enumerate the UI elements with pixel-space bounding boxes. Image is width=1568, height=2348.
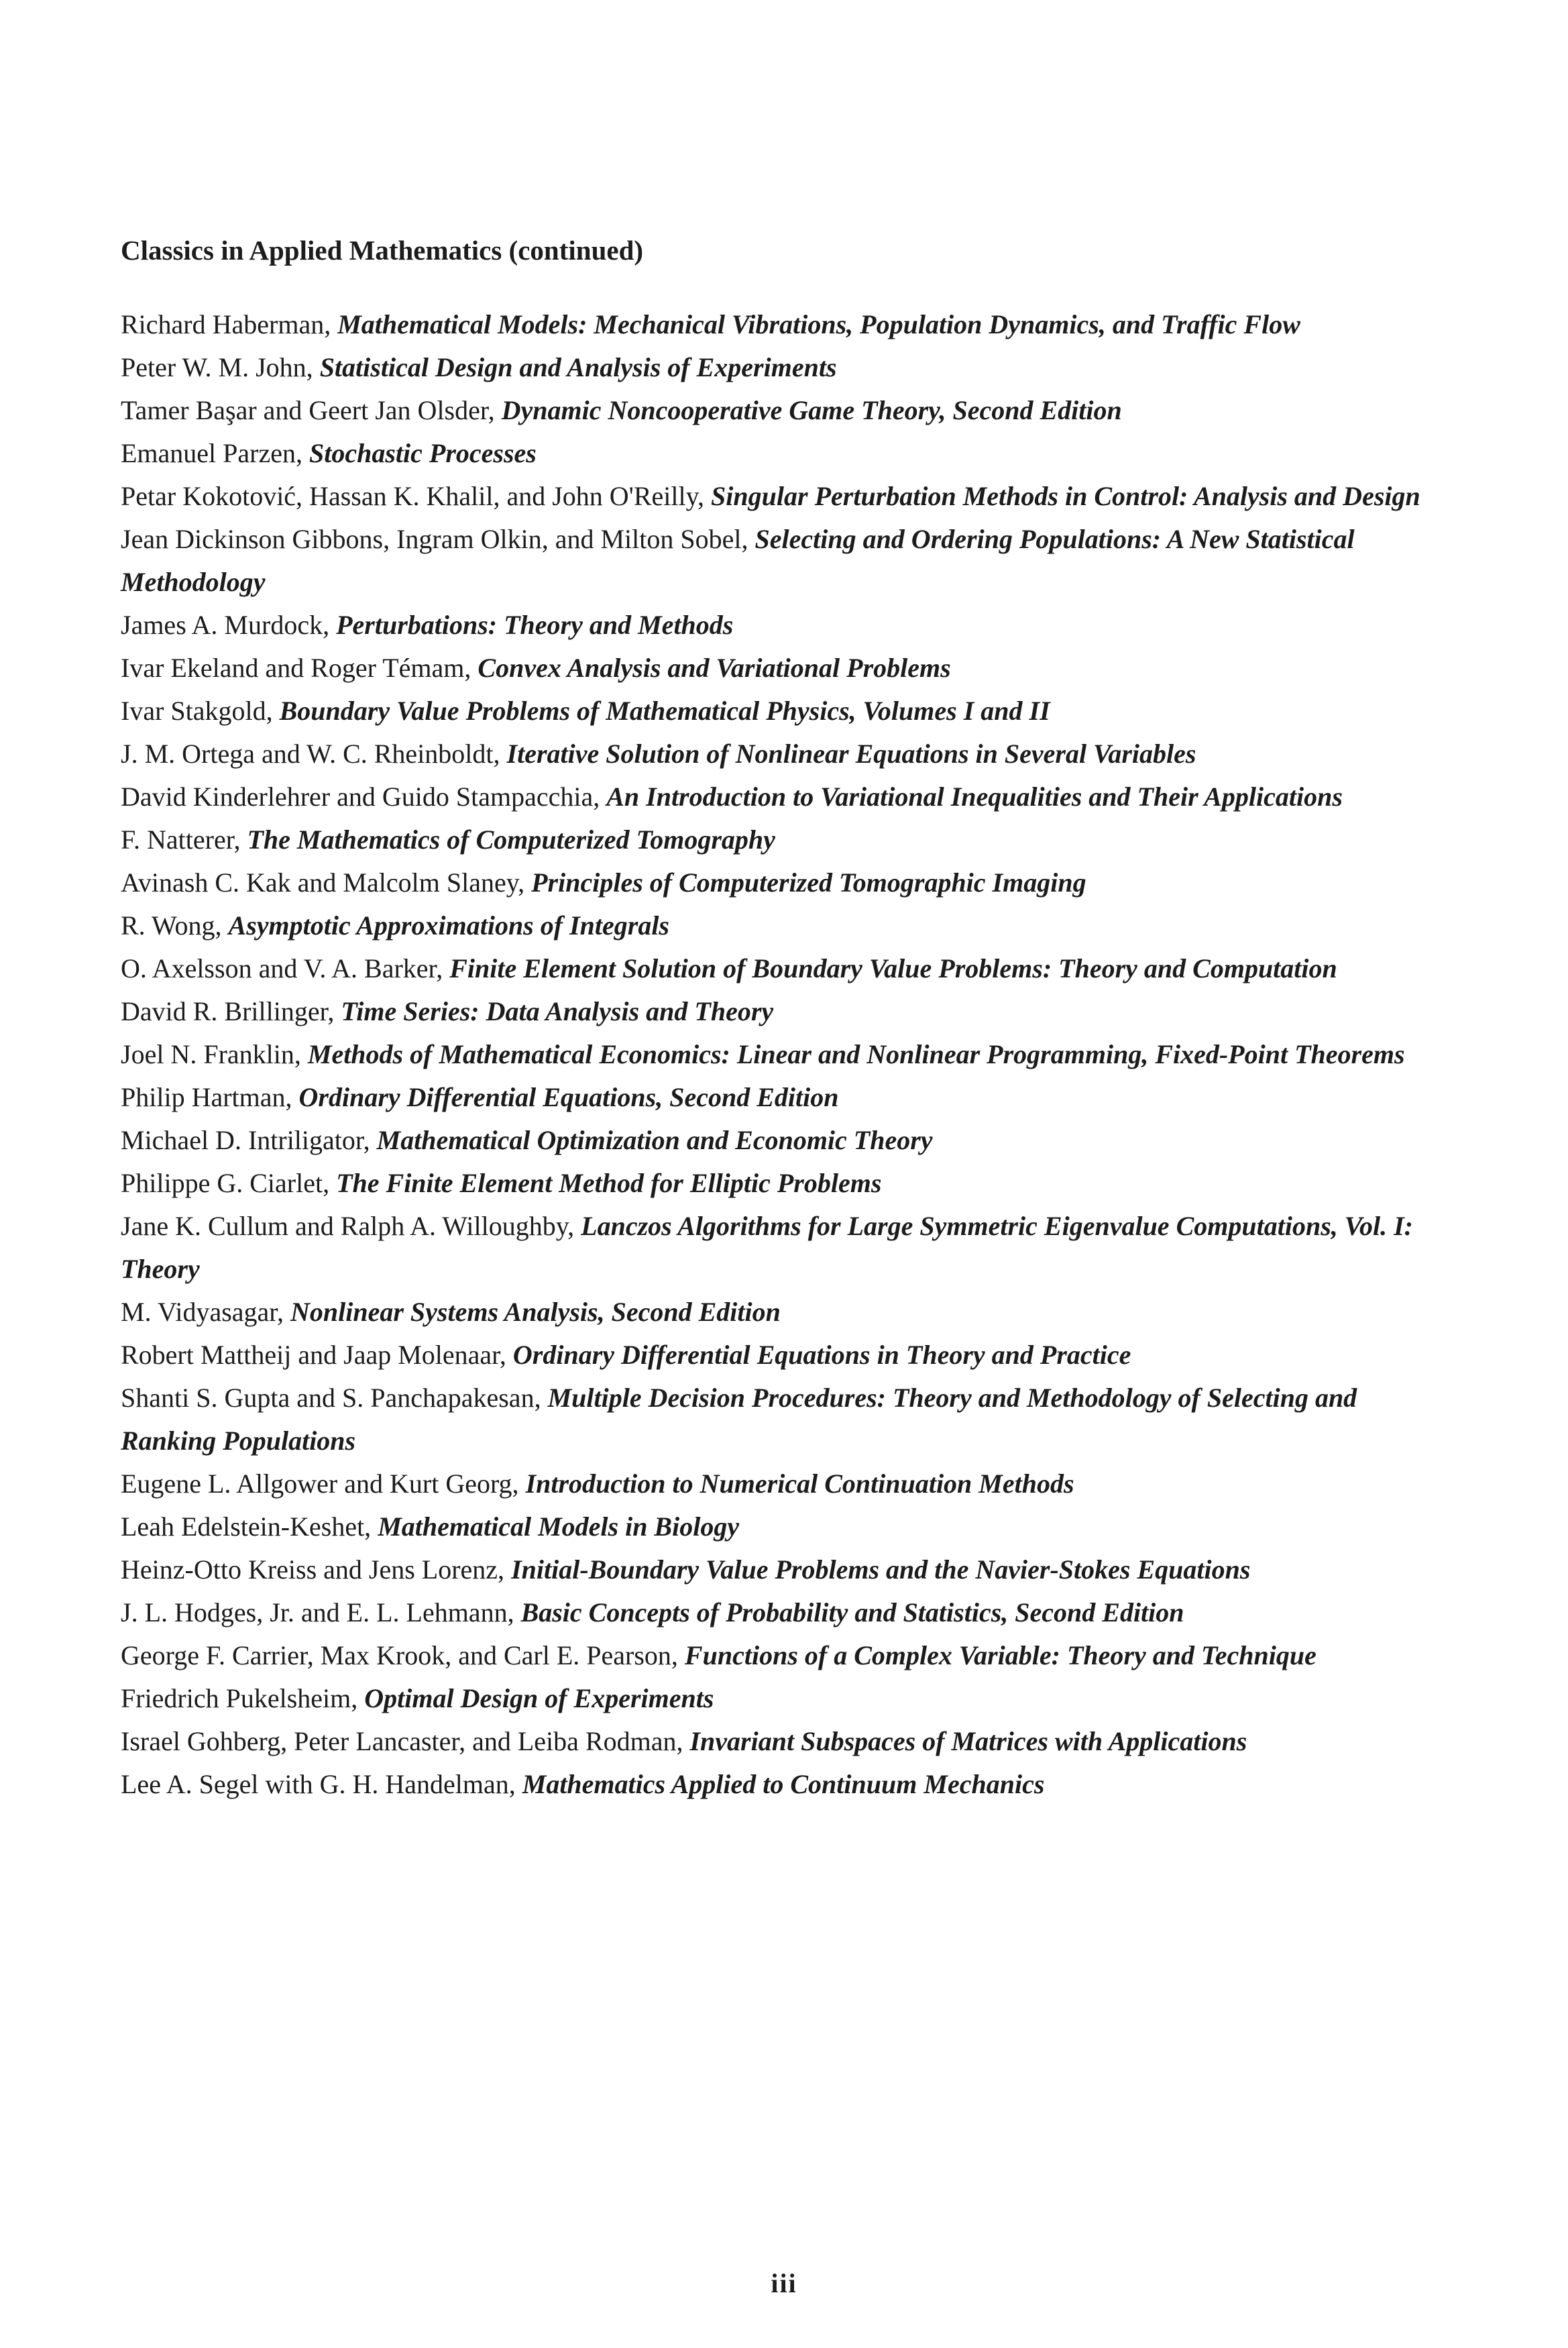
book-title: Asymptotic Approximations of Integrals bbox=[228, 910, 669, 941]
book-title: Methods of Mathematical Economics: Linear and Nonlinear Programming, Fixed-Point Theorems bbox=[307, 1039, 1405, 1069]
book-entry bbox=[121, 990, 1435, 1033]
book-title: Optimal Design of Experiments bbox=[364, 1683, 714, 1713]
book-authors: Petar Kokotović, Hassan K. Khalil, and John O'Reilly, bbox=[121, 481, 712, 511]
book-authors: David Kinderlehrer and Guido Stampacchia, bbox=[121, 782, 607, 812]
book-title: An Introduction to Variational Inequalities and Their Applications bbox=[606, 782, 1343, 812]
book-entry bbox=[121, 818, 1435, 861]
book-entry bbox=[121, 518, 1435, 604]
book-entry bbox=[121, 1033, 1435, 1076]
book-entry bbox=[121, 904, 1435, 947]
book-entry bbox=[121, 346, 1435, 389]
book-entry bbox=[121, 1548, 1435, 1591]
book-entry bbox=[121, 776, 1435, 818]
book-entry bbox=[121, 604, 1435, 647]
book-authors: James A. Murdock, bbox=[121, 610, 337, 640]
book-authors: Shanti S. Gupta and S. Panchapakesan, bbox=[121, 1383, 548, 1413]
book-authors: Robert Mattheij and Jaap Molenaar, bbox=[121, 1340, 513, 1370]
book-title: Iterative Solution of Nonlinear Equations in Several Variables bbox=[506, 739, 1196, 769]
book-title: Introduction to Numerical Continuation Methods bbox=[525, 1469, 1074, 1499]
book-authors: Lee A. Segel with G. H. Handelman, bbox=[121, 1769, 522, 1799]
book-authors: David R. Brillinger, bbox=[121, 996, 341, 1026]
book-title: Principles of Computerized Tomographic Imaging bbox=[531, 867, 1086, 898]
book-title: The Mathematics of Computerized Tomography bbox=[247, 824, 775, 855]
book-entry bbox=[121, 1291, 1435, 1334]
book-authors: Philip Hartman, bbox=[121, 1082, 299, 1112]
book-title: Lanczos Algorithms for Large Symmetric Eigenvalue Computations, Vol. I: Theory bbox=[121, 1211, 1413, 1284]
book-entry bbox=[121, 1162, 1435, 1205]
book-authors: George F. Carrier, Max Krook, and Carl E. Pearson, bbox=[121, 1640, 685, 1670]
book-title: Invariant Subspaces of Matrices with Applications bbox=[689, 1726, 1247, 1756]
book-title: Ordinary Differential Equations in Theory and Practice bbox=[512, 1340, 1131, 1370]
book-title: Mathematics Applied to Continuum Mechanics bbox=[522, 1769, 1045, 1799]
book-entry bbox=[121, 1763, 1435, 1806]
book-entry bbox=[121, 1720, 1435, 1763]
book-authors: Tamer Başar and Geert Jan Olsder, bbox=[121, 395, 502, 425]
book-entry bbox=[121, 733, 1435, 776]
book-entry bbox=[121, 1334, 1435, 1377]
book-entry bbox=[121, 475, 1435, 518]
book-authors: Leah Edelstein-Keshet, bbox=[121, 1511, 378, 1542]
book-title: Dynamic Noncooperative Game Theory, Second Edition bbox=[501, 395, 1122, 425]
book-authors: Ivar Stakgold, bbox=[121, 696, 280, 726]
book-authors: Avinash C. Kak and Malcolm Slaney, bbox=[121, 867, 532, 898]
book-authors: Philippe G. Ciarlet, bbox=[121, 1168, 337, 1198]
book-title: Mathematical Optimization and Economic Theory bbox=[376, 1125, 933, 1155]
book-title: The Finite Element Method for Elliptic Problems bbox=[336, 1168, 882, 1198]
book-entry bbox=[121, 1634, 1435, 1677]
book-authors: F. Natterer, bbox=[121, 824, 247, 855]
book-authors: Heinz-Otto Kreiss and Jens Lorenz, bbox=[121, 1554, 512, 1585]
book-entry bbox=[121, 303, 1435, 346]
book-list bbox=[121, 303, 1435, 1806]
book-entry bbox=[121, 861, 1435, 904]
book-title: Finite Element Solution of Boundary Value Problems: Theory and Computation bbox=[449, 953, 1337, 983]
book-title: Stochastic Processes bbox=[309, 438, 537, 468]
book-entry bbox=[121, 1205, 1435, 1291]
page-number: iii bbox=[771, 2268, 797, 2298]
book-entry bbox=[121, 947, 1435, 990]
book-authors: Richard Haberman, bbox=[121, 309, 338, 339]
book-entry bbox=[121, 1462, 1435, 1505]
book-authors: R. Wong, bbox=[121, 910, 229, 941]
book-title: Time Series: Data Analysis and Theory bbox=[341, 996, 774, 1026]
book-title: Initial-Boundary Value Problems and the Navier-Stokes Equations bbox=[511, 1554, 1251, 1585]
book-title: Basic Concepts of Probability and Statistics, Second Edition bbox=[520, 1597, 1184, 1627]
book-title: Multiple Decision Procedures: Theory and Methodology of Selecting and Ranking Populations bbox=[121, 1383, 1357, 1456]
book-entry bbox=[121, 1377, 1435, 1462]
book-entry bbox=[121, 432, 1435, 475]
book-authors: O. Axelsson and V. A. Barker, bbox=[121, 953, 450, 983]
book-authors: J. L. Hodges, Jr. and E. L. Lehmann, bbox=[121, 1597, 521, 1627]
book-entry bbox=[121, 1591, 1435, 1634]
book-title: Functions of a Complex Variable: Theory and Technique bbox=[684, 1640, 1317, 1670]
book-title: Mathematical Models: Mechanical Vibrations, Population Dynamics, and Traffic Flow bbox=[337, 309, 1300, 339]
book-authors: Friedrich Pukelsheim, bbox=[121, 1683, 365, 1713]
book-title: Boundary Value Problems of Mathematical Physics, Volumes I and II bbox=[279, 696, 1050, 726]
book-authors: Eugene L. Allgower and Kurt Georg, bbox=[121, 1469, 526, 1499]
book-authors: Michael D. Intriligator, bbox=[121, 1125, 377, 1155]
book-entry bbox=[121, 1505, 1435, 1548]
book-entry bbox=[121, 1076, 1435, 1119]
book-authors: Jane K. Cullum and Ralph A. Willoughby, bbox=[121, 1211, 581, 1241]
book-authors: M. Vidyasagar, bbox=[121, 1297, 290, 1327]
book-entry bbox=[121, 647, 1435, 690]
book-entry bbox=[121, 690, 1435, 733]
series-heading: Classics in Applied Mathematics (continued) bbox=[121, 235, 644, 266]
book-entry bbox=[121, 389, 1435, 432]
book-authors: Joel N. Franklin, bbox=[121, 1039, 308, 1069]
book-authors: Peter W. M. John, bbox=[121, 352, 320, 382]
book-title: Convex Analysis and Variational Problems bbox=[478, 653, 951, 683]
book-title: Perturbations: Theory and Methods bbox=[336, 610, 734, 640]
book-authors: Jean Dickinson Gibbons, Ingram Olkin, and Milton Sobel, bbox=[121, 524, 755, 554]
book-title: Selecting and Ordering Populations: A New Statistical Methodology bbox=[121, 524, 1355, 597]
book-title: Statistical Design and Analysis of Experiments bbox=[319, 352, 837, 382]
book-title: Nonlinear Systems Analysis, Second Edition bbox=[290, 1297, 781, 1327]
book-title: Ordinary Differential Equations, Second Edition bbox=[298, 1082, 839, 1112]
book-entry bbox=[121, 1119, 1435, 1162]
book-entry bbox=[121, 1677, 1435, 1720]
book-authors: Ivar Ekeland and Roger Témam, bbox=[121, 653, 478, 683]
book-authors: Emanuel Parzen, bbox=[121, 438, 309, 468]
book-authors: J. M. Ortega and W. C. Rheinboldt, bbox=[121, 739, 507, 769]
book-authors: Israel Gohberg, Peter Lancaster, and Leiba Rodman, bbox=[121, 1726, 690, 1756]
book-title: Mathematical Models in Biology bbox=[378, 1511, 740, 1542]
book-title: Singular Perturbation Methods in Control: Analysis and Design bbox=[711, 481, 1420, 511]
